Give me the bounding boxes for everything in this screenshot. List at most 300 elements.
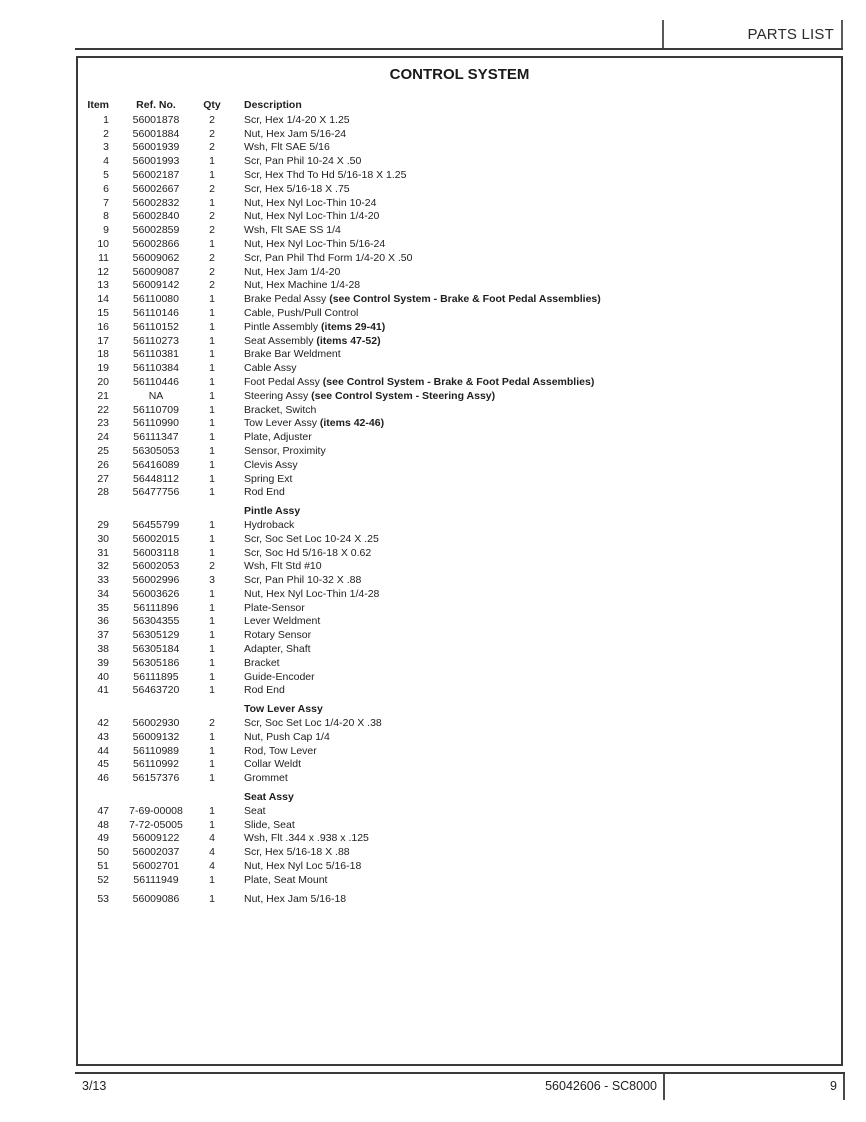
qty-cell: 1	[209, 532, 215, 545]
item-cell: 15	[97, 306, 109, 319]
table-row	[78, 321, 841, 335]
ref-no-cell: 56416089	[132, 458, 180, 471]
item-cell: 21	[97, 389, 109, 402]
item-cell: 49	[97, 832, 109, 845]
description-cell: Bracket	[244, 656, 280, 669]
qty-cell: 2	[209, 127, 215, 140]
description-cell: Scr, Pan Phil 10-32 X .88	[244, 574, 362, 587]
item-cell: 20	[97, 375, 109, 388]
table-row	[78, 417, 841, 431]
parts-section	[78, 703, 841, 786]
ref-no-cell: 56111347	[133, 431, 179, 444]
table-row	[78, 615, 841, 629]
ref-no-cell: 56001878	[132, 113, 180, 126]
item-cell: 10	[97, 237, 109, 250]
item-cell: 44	[97, 744, 109, 757]
item-cell: 4	[103, 155, 109, 168]
qty-cell: 1	[209, 486, 215, 499]
ref-no-cell: 56009087	[132, 265, 180, 278]
description-cell: Scr, Soc Set Loc 1/4-20 X .38	[244, 717, 382, 730]
qty-cell: 1	[209, 293, 215, 306]
ref-no-cell: 56463720	[132, 684, 180, 697]
description-cell: Bracket, Switch	[244, 403, 317, 416]
page-header	[75, 20, 843, 50]
qty-cell	[200, 703, 224, 717]
qty-cell: 1	[209, 431, 215, 444]
description-cell: Sensor, Proximity	[244, 444, 326, 457]
ref-no-cell: 56110446	[133, 375, 179, 388]
description-cell: Steering Assy (see Control System - Steering Assy)	[244, 389, 496, 402]
qty-cell: 1	[209, 629, 215, 642]
item-cell: 46	[97, 772, 109, 785]
item-cell: 7	[103, 196, 109, 209]
item-cell: 28	[97, 486, 109, 499]
item-cell: 9	[103, 224, 109, 237]
section-heading-row	[78, 791, 841, 805]
ref-no-cell: 56001939	[132, 141, 180, 154]
description-cell: Scr, Pan Phil 10-24 X .50	[244, 155, 362, 168]
table-row	[78, 846, 841, 860]
item-cell: 23	[97, 417, 109, 430]
parts-section	[78, 893, 841, 907]
ref-no-cell: 56009132	[132, 730, 180, 743]
qty-cell: 1	[209, 601, 215, 614]
description-cell: Tow Lever Assy (items 42-46)	[244, 417, 385, 430]
description-cell: Seat Assembly (items 47-52)	[244, 334, 381, 347]
description-cell: Scr, Hex 5/16-18 X .88	[244, 846, 350, 859]
section-heading-label: Tow Lever Assy	[244, 703, 323, 716]
item-cell: 17	[97, 334, 109, 347]
item-cell: 19	[97, 362, 109, 375]
ref-no-cell: 56009086	[132, 892, 180, 905]
item-cell: 3	[103, 141, 109, 154]
item-cell: 53	[97, 892, 109, 905]
ref-no-cell: 56111895	[133, 670, 179, 683]
qty-cell: 1	[209, 656, 215, 669]
table-row	[78, 279, 841, 293]
qty-cell: 1	[209, 320, 215, 333]
table-row	[78, 684, 841, 698]
qty-cell: 1	[209, 744, 215, 757]
table-row	[78, 588, 841, 602]
qty-cell: 1	[209, 873, 215, 886]
item-cell: 33	[97, 574, 109, 587]
description-cell: Brake Pedal Assy (see Control System - Brake & Foot Pedal Assemblies)	[244, 293, 601, 306]
item-cell: 12	[97, 265, 109, 278]
item-cell: 11	[98, 251, 109, 264]
item-cell: 5	[103, 168, 109, 181]
table-row	[78, 745, 841, 759]
description-cell: Scr, Soc Set Loc 10-24 X .25	[244, 532, 379, 545]
ref-no-cell: 56110384	[133, 362, 179, 375]
table-row	[78, 210, 841, 224]
item-cell: 39	[97, 656, 109, 669]
description-cell: Scr, Hex 5/16-18 X .75	[244, 182, 350, 195]
description-cell: Scr, Hex 1/4-20 X 1.25	[244, 113, 350, 126]
description-cell: Guide-Encoder	[244, 670, 315, 683]
item-cell: 22	[97, 403, 109, 416]
table-row	[78, 307, 841, 321]
item-cell: 43	[97, 730, 109, 743]
ref-no-cell: 56001884	[132, 127, 180, 140]
footer-divider	[663, 1074, 665, 1100]
ref-no-cell: 56002840	[132, 210, 180, 223]
qty-cell	[200, 505, 224, 519]
item-cell: 40	[97, 670, 109, 683]
item-column-header: Item	[87, 99, 109, 111]
ref-no-cell: 56110989	[133, 744, 179, 757]
ref-no-cell: 56009142	[132, 279, 180, 292]
item-cell: 34	[97, 587, 109, 600]
table-row	[78, 197, 841, 211]
description-cell: Wsh, Flt .344 x .938 x .125	[244, 832, 369, 845]
table-row	[78, 390, 841, 404]
description-cell: Slide, Seat	[244, 818, 295, 831]
ref-no-cell: 56110152	[133, 320, 179, 333]
description-cell: Grommet	[244, 772, 288, 785]
ref-no-column-header: Ref. No.	[136, 99, 176, 111]
qty-cell: 1	[209, 643, 215, 656]
table-row	[78, 183, 841, 197]
table-row	[78, 348, 841, 362]
parts-section	[78, 505, 841, 698]
description-cell: Plate, Seat Mount	[244, 873, 328, 886]
qty-cell: 1	[209, 334, 215, 347]
table-row	[78, 404, 841, 418]
description-cell: Foot Pedal Assy (see Control System - Brake & Foot Pedal Assemblies)	[244, 375, 595, 388]
qty-cell: 1	[209, 818, 215, 831]
qty-cell: 1	[209, 362, 215, 375]
qty-cell	[200, 791, 224, 805]
description-cell: Cable Assy	[244, 362, 297, 375]
table-row	[78, 832, 841, 846]
item-cell: 29	[97, 518, 109, 531]
qty-cell: 2	[209, 113, 215, 126]
qty-cell: 1	[209, 348, 215, 361]
item-cell: 6	[103, 182, 109, 195]
table-row	[78, 874, 841, 888]
ref-no-cell	[112, 505, 200, 519]
qty-cell: 1	[209, 758, 215, 771]
description-cell: Seat	[244, 804, 266, 817]
table-row	[78, 252, 841, 266]
item-cell: 14	[97, 293, 109, 306]
table-row	[78, 560, 841, 574]
section-heading-label: Pintle Assy	[244, 505, 301, 518]
ref-no-cell: 56304355	[132, 615, 180, 628]
item-cell: 47	[97, 804, 109, 817]
table-row	[78, 335, 841, 349]
description-cell: Plate, Adjuster	[244, 431, 312, 444]
qty-cell: 1	[209, 403, 215, 416]
item-cell: 16	[97, 320, 109, 333]
qty-cell: 1	[209, 196, 215, 209]
ref-no-cell: NA	[148, 389, 164, 402]
item-cell: 35	[97, 601, 109, 614]
ref-no-cell: 56305186	[132, 656, 180, 669]
parts-section	[78, 791, 841, 888]
ref-no-cell	[112, 703, 200, 717]
item-cell: 41	[97, 684, 109, 697]
table-row	[78, 893, 841, 907]
qty-cell: 1	[209, 155, 215, 168]
ref-no-cell: 56003626	[132, 587, 180, 600]
table-row	[78, 238, 841, 252]
table-row	[78, 114, 841, 128]
item-cell: 52	[97, 873, 109, 886]
item-cell: 18	[97, 348, 109, 361]
ref-no-cell: 56477756	[132, 486, 180, 499]
table-header-row	[78, 99, 841, 113]
qty-cell: 1	[209, 730, 215, 743]
ref-no-cell: 56002859	[132, 224, 180, 237]
description-cell: Scr, Pan Phil Thd Form 1/4-20 X .50	[244, 251, 413, 264]
ref-no-cell: 56455799	[132, 518, 180, 531]
ref-no-cell: 56448112	[133, 472, 179, 485]
table-row	[78, 643, 841, 657]
description-column-header: Description	[244, 99, 302, 111]
qty-cell: 3	[209, 574, 215, 587]
description-cell: Nut, Hex Jam 5/16-24	[244, 127, 347, 140]
qty-cell: 1	[209, 237, 215, 250]
ref-no-cell: 56305053	[132, 444, 180, 457]
item-cell: 2	[103, 127, 109, 140]
footer-end-line	[843, 1074, 845, 1100]
item-cell: 51	[97, 860, 109, 873]
parts-table-panel	[76, 56, 843, 1066]
description-cell: Plate-Sensor	[244, 601, 305, 614]
qty-cell: 2	[209, 182, 215, 195]
ref-no-cell: 56111896	[133, 601, 179, 614]
qty-cell: 1	[209, 444, 215, 457]
table-row	[78, 431, 841, 445]
item-cell: 36	[97, 615, 109, 628]
description-cell: Spring Ext	[244, 472, 293, 485]
ref-no-cell: 56002187	[132, 168, 180, 181]
qty-cell: 4	[209, 860, 215, 873]
ref-no-cell: 56110709	[133, 403, 179, 416]
description-cell: Nut, Hex Nyl Loc-Thin 10-24	[244, 196, 377, 209]
ref-no-cell: 56002832	[132, 196, 180, 209]
table-row	[78, 362, 841, 376]
table-row	[78, 629, 841, 643]
description-cell: Nut, Hex Nyl Loc-Thin 1/4-20	[244, 210, 380, 223]
description-cell: Rod, Tow Lever	[244, 744, 317, 757]
table-row	[78, 657, 841, 671]
ref-no-cell: 56003118	[133, 546, 179, 559]
item-cell: 27	[97, 472, 109, 485]
qty-cell: 1	[209, 587, 215, 600]
description-cell: Nut, Push Cap 1/4	[244, 730, 330, 743]
ref-no-cell: 56305129	[132, 629, 180, 642]
description-cell: Cable, Push/Pull Control	[244, 306, 359, 319]
ref-no-cell: 56002053	[132, 560, 180, 573]
item-cell	[78, 505, 112, 519]
ref-no-cell: 56110990	[133, 417, 179, 430]
ref-no-cell: 56009062	[132, 251, 180, 264]
ref-no-cell: 56111949	[133, 873, 179, 886]
item-cell: 26	[97, 458, 109, 471]
table-row	[78, 266, 841, 280]
qty-cell: 4	[209, 846, 215, 859]
description-cell: Pintle Assembly (items 29-41)	[244, 320, 386, 333]
table-row	[78, 445, 841, 459]
qty-cell: 1	[209, 804, 215, 817]
qty-cell: 1	[209, 458, 215, 471]
description-cell: Rotary Sensor	[244, 629, 312, 642]
item-cell: 50	[97, 846, 109, 859]
footer-doc-ref: 56042606 - SC8000	[545, 1079, 657, 1093]
table-row	[78, 155, 841, 169]
qty-cell: 2	[209, 251, 215, 264]
table-row	[78, 486, 841, 500]
qty-cell: 2	[209, 224, 215, 237]
qty-cell: 1	[209, 518, 215, 531]
ref-no-cell: 56002930	[132, 717, 180, 730]
qty-cell: 2	[209, 717, 215, 730]
footer-page-number: 9	[830, 1079, 837, 1093]
description-cell: Scr, Soc Hd 5/16-18 X 0.62	[244, 546, 372, 559]
ref-no-cell: 56002037	[132, 846, 180, 859]
qty-cell: 2	[209, 210, 215, 223]
table-row	[78, 819, 841, 833]
description-cell: Nut, Hex Nyl Loc 5/16-18	[244, 860, 362, 873]
ref-no-cell: 56110381	[133, 348, 179, 361]
table-row	[78, 717, 841, 731]
table-body	[78, 114, 841, 907]
description-cell: Adapter, Shaft	[244, 643, 311, 656]
table-row	[78, 860, 841, 874]
item-cell: 1	[103, 113, 109, 126]
item-cell: 24	[97, 431, 109, 444]
qty-cell: 2	[209, 279, 215, 292]
qty-cell: 1	[209, 670, 215, 683]
qty-cell: 2	[209, 141, 215, 154]
item-cell: 32	[97, 560, 109, 573]
description-cell: Brake Bar Weldment	[244, 348, 341, 361]
footer-revision: 3/13	[82, 1079, 107, 1093]
description-cell: Nut, Hex Nyl Loc-Thin 1/4-28	[244, 587, 380, 600]
table-row	[78, 533, 841, 547]
qty-cell: 2	[209, 560, 215, 573]
item-cell: 37	[97, 629, 109, 642]
parts-list-label-cell	[662, 20, 843, 48]
qty-cell: 1	[209, 615, 215, 628]
description-cell: Nut, Hex Nyl Loc-Thin 5/16-24	[244, 237, 386, 250]
description-cell: Wsh, Flt SAE SS 1/4	[244, 224, 341, 237]
ref-no-cell: 56009122	[132, 832, 180, 845]
description-cell: Lever Weldment	[244, 615, 321, 628]
description-cell: Clevis Assy	[244, 458, 298, 471]
qty-cell: 1	[209, 892, 215, 905]
ref-no-cell: 56110992	[133, 758, 179, 771]
qty-cell: 1	[209, 684, 215, 697]
table-row	[78, 293, 841, 307]
ref-no-cell: 7-72-05005	[129, 818, 183, 831]
ref-no-cell	[112, 791, 200, 805]
table-row	[78, 519, 841, 533]
description-cell: Collar Weldt	[244, 758, 301, 771]
ref-no-cell: 56002996	[132, 574, 180, 587]
table-row	[78, 731, 841, 745]
item-cell: 31	[97, 546, 109, 559]
ref-no-cell: 56110080	[133, 293, 179, 306]
description-cell: Nut, Hex Jam 5/16-18	[244, 892, 347, 905]
qty-cell: 4	[209, 832, 215, 845]
qty-cell: 1	[209, 168, 215, 181]
ref-no-cell: 56001993	[132, 155, 180, 168]
table-row	[78, 376, 841, 390]
qty-cell: 1	[209, 546, 215, 559]
table-row	[78, 602, 841, 616]
description-cell: Nut, Hex Jam 1/4-20	[244, 265, 341, 278]
description-cell: Hydroback	[244, 518, 295, 531]
table-row	[78, 547, 841, 561]
item-cell: 30	[97, 532, 109, 545]
table-row	[78, 128, 841, 142]
qty-cell: 1	[209, 375, 215, 388]
table-row	[78, 224, 841, 238]
ref-no-cell: 7-69-00008	[129, 804, 183, 817]
table-row	[78, 758, 841, 772]
table-row	[78, 473, 841, 487]
description-cell: Rod End	[244, 684, 285, 697]
table-row	[78, 141, 841, 155]
page-title: CONTROL SYSTEM	[389, 66, 530, 83]
item-cell	[78, 703, 112, 717]
item-cell: 45	[97, 758, 109, 771]
description-cell: Nut, Hex Machine 1/4-28	[244, 279, 361, 292]
table-row	[78, 805, 841, 819]
item-cell	[78, 791, 112, 805]
section-heading-row	[78, 505, 841, 519]
qty-cell: 2	[209, 265, 215, 278]
section-heading-label: Seat Assy	[244, 791, 294, 804]
item-cell: 42	[97, 717, 109, 730]
item-cell: 25	[97, 444, 109, 457]
table-row	[78, 574, 841, 588]
ref-no-cell: 56002667	[132, 182, 180, 195]
ref-no-cell: 56002015	[132, 532, 180, 545]
ref-no-cell: 56002701	[132, 860, 180, 873]
description-cell: Rod End	[244, 486, 285, 499]
qty-cell: 1	[209, 472, 215, 485]
table-row	[78, 169, 841, 183]
ref-no-cell: 56110146	[133, 306, 179, 319]
ref-no-cell: 56157376	[132, 772, 180, 785]
table-row	[78, 459, 841, 473]
item-cell: 38	[97, 643, 109, 656]
parts-table	[78, 99, 841, 906]
parts-list-label: PARTS LIST	[747, 25, 834, 43]
section-heading-row	[78, 703, 841, 717]
description-cell: Wsh, Flt Std #10	[244, 560, 322, 573]
table-row	[78, 772, 841, 786]
qty-cell: 1	[209, 772, 215, 785]
description-cell: Scr, Hex Thd To Hd 5/16-18 X 1.25	[244, 168, 407, 181]
qty-cell: 1	[209, 306, 215, 319]
item-cell: 13	[97, 279, 109, 292]
qty-cell: 1	[209, 417, 215, 430]
item-cell: 8	[103, 210, 109, 223]
ref-no-cell: 56305184	[132, 643, 180, 656]
ref-no-cell: 56002866	[132, 237, 180, 250]
description-cell: Wsh, Flt SAE 5/16	[244, 141, 330, 154]
qty-cell: 1	[209, 389, 215, 402]
qty-column-header: Qty	[203, 99, 221, 111]
item-cell: 48	[97, 818, 109, 831]
page-footer	[75, 1072, 845, 1100]
